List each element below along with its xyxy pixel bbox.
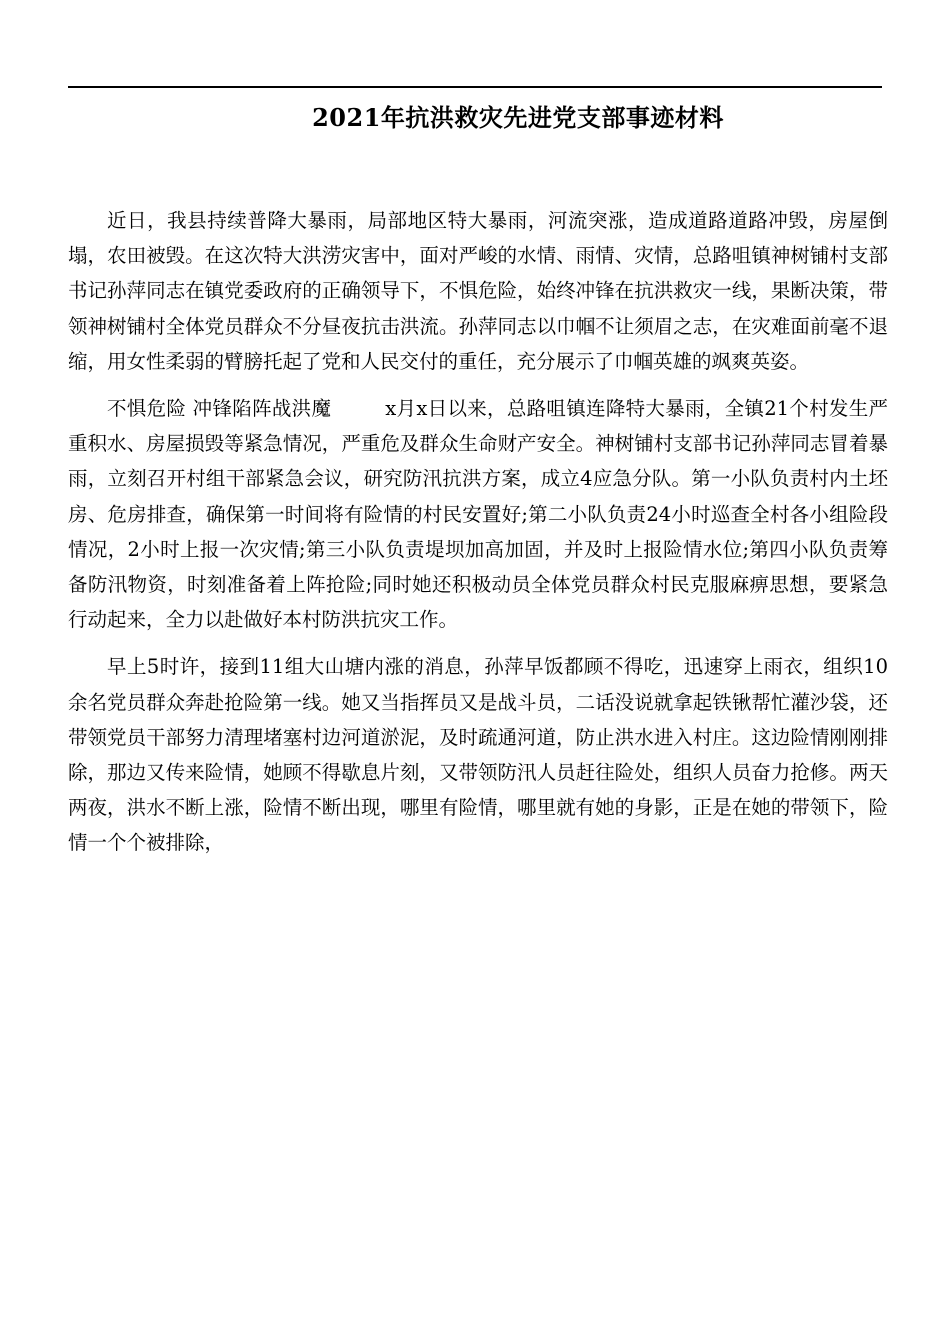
paragraph-rescue: 早上5时许，接到11组大山塘内涨的消息，孙萍早饭都顾不得吃，迅速穿上雨衣，组织10余名党员群众奔赴抢险第一线。她又当指挥员又是战斗员，二话没说就拿起铁锹帮忙灌沙袋，还带领党员干部努力清理堵塞村边河道淤泥，及时疏通河道，防止洪水进入村庄。这边险情刚刚排除，那边又传来险情，她顾不得歇息片刻，又带领防汛人员赶往险处，组织人员奋力抢修。两天两夜，洪水不断上涨，险情不断出现，哪里有险情，哪里就有她的身影，正是在她的带领下，险情一个个被排除， [68,655,888,855]
document-title: 2021年抗洪救灾先进党支部事迹材料 [312,103,724,132]
paragraph-intro: 近日，我县持续普降大暴雨，局部地区特大暴雨，河流突涨，造成道路道路冲毁，房屋倒塌，农田被毁。在这次特大洪涝灾害中，面对严峻的水情、雨情、灾情，总路咀镇神树铺村支部书记孙萍同志在镇党委政府的正确领导下，不惧危险，始终冲锋在抗洪救灾一线，果断决策，带领神树铺村全体党员群众不分昼夜抗击洪流。孙萍同志以巾帼不让须眉之志，在灾难面前毫不退缩，用女性柔弱的臂膀托起了党和人民交付的重任，充分展示了巾帼英雄的飒爽英姿。 [68,209,888,373]
header-rule [68,86,882,88]
section-1-text: x月x日以来，总路咀镇连降特大暴雨，全镇21个村发生严重积水、房屋损毁等紧急情况，严重危及群众生命财产安全。神树铺村支部书记孙萍同志冒着暴雨，立刻召开村组干部紧急会议，研究防汛抗洪方案，成立4应急分队。第一小队负责村内土坯房、危房排查，确保第一时间将有险情的村民安置好;第二小队负责24小时巡查全村各小组险段情况，2小时上报一次灾情;第三小队负责堤坝加高加固，并及时上报险情水位;第四小队负责筹备防汛物资，时刻准备着上阵抢险;同时她还积极动员全体党员群众村民克服麻痹思想，要紧急行动起来，全力以赴做好本村防洪抗灾工作。 [68,397,888,632]
section-heading: 不惧危险 冲锋陷阵战洪魔 [107,397,332,421]
document-body [68,203,888,873]
paragraph-section-1 [68,391,888,637]
